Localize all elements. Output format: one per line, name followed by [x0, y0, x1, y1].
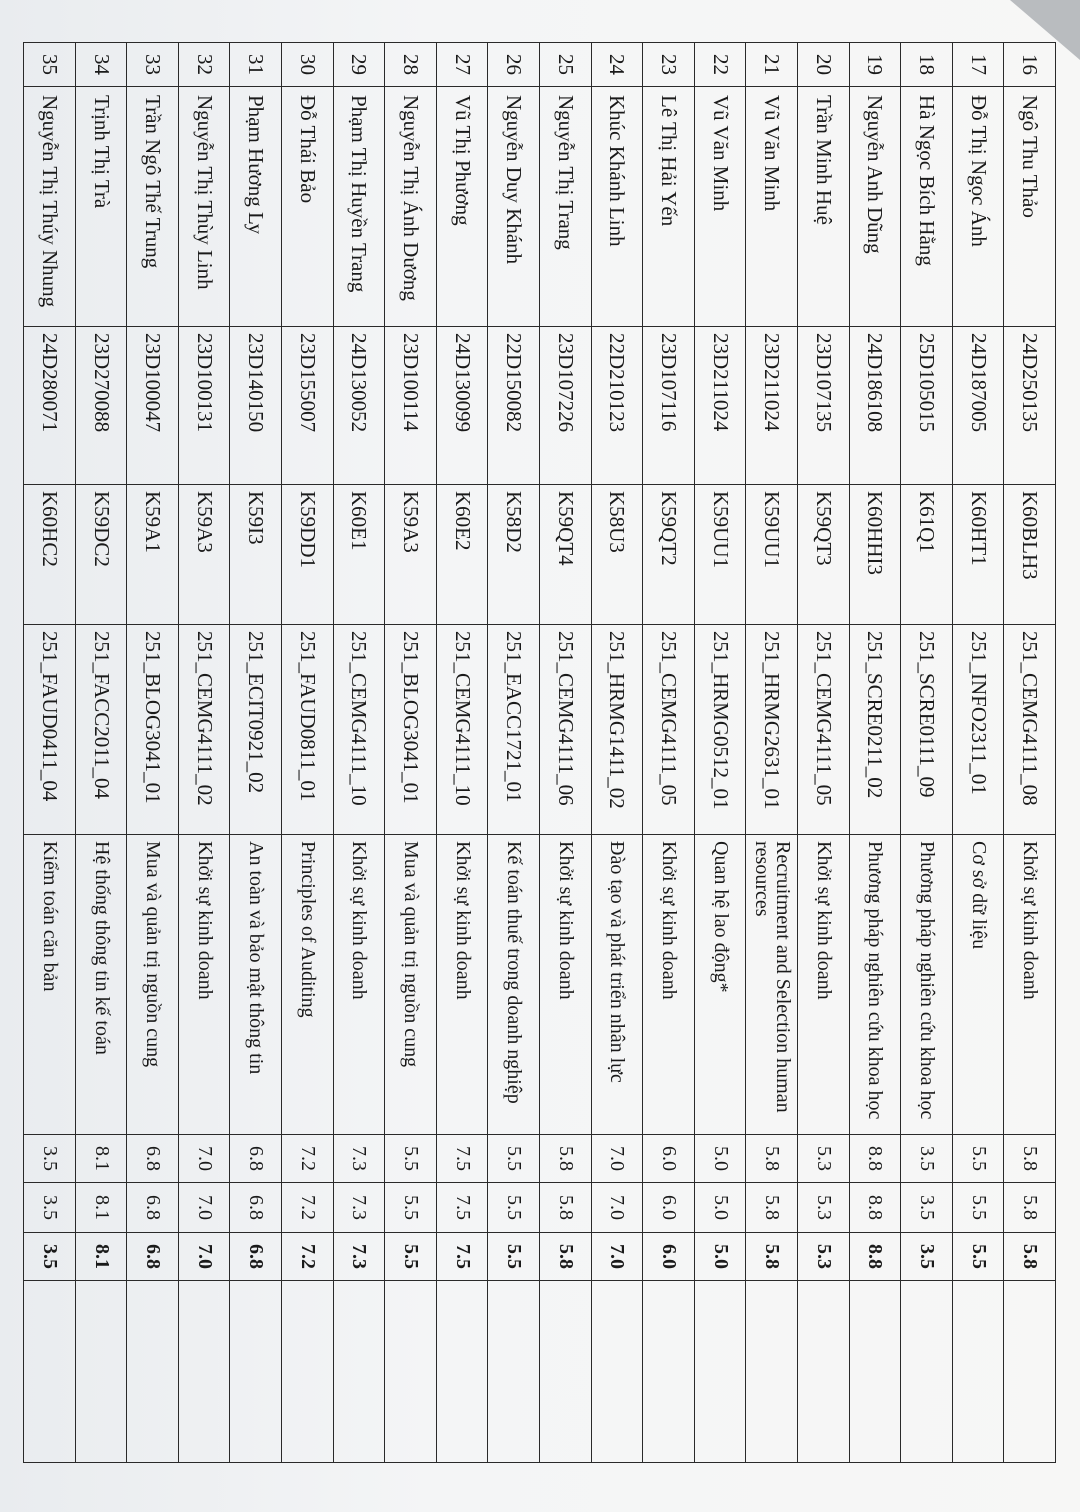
student-id: 25D105015: [901, 327, 953, 485]
student-id: 24D250135: [1004, 327, 1056, 485]
note-cell: [901, 1281, 953, 1463]
class-code: K59QT4: [540, 485, 592, 625]
score-2: 5.0: [694, 1183, 746, 1233]
table-row: [75, 43, 127, 1463]
course-name: Mua và quản trị nguồn cung: [385, 835, 437, 1135]
final-score: 5.8: [746, 1233, 798, 1281]
score-2: 3.5: [901, 1183, 953, 1233]
score-1: 7.5: [436, 1135, 488, 1183]
course-code: 251_BLOG3041_01: [127, 625, 179, 835]
table-row: [24, 43, 76, 1463]
note-cell: [282, 1281, 334, 1463]
row-number: 30: [282, 43, 334, 87]
student-name: Vũ Văn Minh: [694, 87, 746, 327]
course-code: 251_HRMG0512_01: [694, 625, 746, 835]
rotated-table-wrapper: [37, 42, 1056, 1462]
student-id: 23D107135: [798, 327, 850, 485]
table-row: [901, 43, 953, 1463]
final-score: 7.2: [282, 1233, 334, 1281]
table-row: [952, 43, 1004, 1463]
class-code: K60E2: [436, 485, 488, 625]
note-cell: [746, 1281, 798, 1463]
score-1: 6.0: [643, 1135, 695, 1183]
student-id: 23D107226: [540, 327, 592, 485]
score-1: 3.5: [24, 1135, 76, 1183]
table-row: [385, 43, 437, 1463]
row-number: 35: [24, 43, 76, 87]
row-number: 16: [1004, 43, 1056, 87]
student-name: Đỗ Thị Ngọc Ánh: [952, 87, 1004, 327]
course-name: Phương pháp nghiên cứu khoa học: [901, 835, 953, 1135]
table-row: [643, 43, 695, 1463]
score-2: 6.8: [230, 1183, 282, 1233]
course-code: 251_FAUD0411_04: [24, 625, 76, 835]
score-1: 5.8: [540, 1135, 592, 1183]
row-number: 32: [178, 43, 230, 87]
course-name: Khởi sự kinh doanh: [178, 835, 230, 1135]
student-name: Nguyễn Thị Trang: [540, 87, 592, 327]
student-id: 24D130052: [333, 327, 385, 485]
student-name: Trịnh Thị Trà: [75, 87, 127, 327]
note-cell: [540, 1281, 592, 1463]
course-code: 251_SCRE0111_09: [901, 625, 953, 835]
student-id: 23D100114: [385, 327, 437, 485]
row-number: 33: [127, 43, 179, 87]
row-number: 27: [436, 43, 488, 87]
course-name: Cơ sở dữ liệu: [952, 835, 1004, 1135]
student-id: 24D187005: [952, 327, 1004, 485]
score-1: 7.2: [282, 1135, 334, 1183]
note-cell: [24, 1281, 76, 1463]
class-code: K59QT2: [643, 485, 695, 625]
course-code: 251_BLOG3041_01: [385, 625, 437, 835]
course-code: 251_FACC2011_04: [75, 625, 127, 835]
student-id: 23D155007: [282, 327, 334, 485]
row-number: 34: [75, 43, 127, 87]
row-number: 18: [901, 43, 953, 87]
note-cell: [798, 1281, 850, 1463]
course-name: An toàn và bảo mật thông tin: [230, 835, 282, 1135]
class-code: K59DC2: [75, 485, 127, 625]
note-cell: [1004, 1281, 1056, 1463]
course-code: 251_CEMG4111_05: [643, 625, 695, 835]
student-name: Khúc Khánh Linh: [591, 87, 643, 327]
score-1: 7.3: [333, 1135, 385, 1183]
class-code: K59UU1: [746, 485, 798, 625]
row-number: 25: [540, 43, 592, 87]
table-row: [488, 43, 540, 1463]
student-name: Phạm Hương Ly: [230, 87, 282, 327]
score-2: 7.3: [333, 1183, 385, 1233]
row-number: 22: [694, 43, 746, 87]
student-id: 24D186108: [849, 327, 901, 485]
student-name: Nguyễn Anh Dũng: [849, 87, 901, 327]
table-row: [1004, 43, 1056, 1463]
score-2: 5.8: [540, 1183, 592, 1233]
course-name: Khởi sự kinh doanh: [333, 835, 385, 1135]
score-2: 5.5: [385, 1183, 437, 1233]
score-2: 7.0: [178, 1183, 230, 1233]
course-name: Khởi sự kinh doanh: [540, 835, 592, 1135]
table-row: [127, 43, 179, 1463]
student-name: Vũ Văn Minh: [746, 87, 798, 327]
table-row: [591, 43, 643, 1463]
course-name: Mua và quản trị nguồn cung: [127, 835, 179, 1135]
grades-table: [23, 42, 1056, 1463]
final-score: 6.8: [230, 1233, 282, 1281]
course-code: 251_INFO2311_01: [952, 625, 1004, 835]
row-number: 21: [746, 43, 798, 87]
score-1: 8.8: [849, 1135, 901, 1183]
student-id: 23D211024: [746, 327, 798, 485]
course-name: Principles of Auditing: [282, 835, 334, 1135]
class-code: K60HC2: [24, 485, 76, 625]
final-score: 7.3: [333, 1233, 385, 1281]
course-name: Phương pháp nghiên cứu khoa học: [849, 835, 901, 1135]
note-cell: [230, 1281, 282, 1463]
score-2: 8.8: [849, 1183, 901, 1233]
course-code: 251_CEMG4111_06: [540, 625, 592, 835]
score-1: 7.0: [178, 1135, 230, 1183]
score-2: 5.5: [952, 1183, 1004, 1233]
final-score: 7.0: [591, 1233, 643, 1281]
score-1: 3.5: [901, 1135, 953, 1183]
table-row: [333, 43, 385, 1463]
class-code: K59DD1: [282, 485, 334, 625]
course-name: Kế toán thuế trong doanh nghiệp: [488, 835, 540, 1135]
student-id: 24D280071: [24, 327, 76, 485]
table-row: [436, 43, 488, 1463]
student-name: Nguyễn Thị Ánh Dương: [385, 87, 437, 327]
score-1: 5.8: [746, 1135, 798, 1183]
score-1: 5.0: [694, 1135, 746, 1183]
table-row: [694, 43, 746, 1463]
course-name: Khởi sự kinh doanh: [643, 835, 695, 1135]
score-1: 6.8: [230, 1135, 282, 1183]
table-row: [230, 43, 282, 1463]
final-score: 3.5: [24, 1233, 76, 1281]
course-code: 251_HRMG1411_02: [591, 625, 643, 835]
table-row: [849, 43, 901, 1463]
score-2: 8.1: [75, 1183, 127, 1233]
score-2: 5.3: [798, 1183, 850, 1233]
class-code: K58U3: [591, 485, 643, 625]
score-2: 7.0: [591, 1183, 643, 1233]
final-score: 8.1: [75, 1233, 127, 1281]
score-2: 5.8: [746, 1183, 798, 1233]
course-name: Khởi sự kinh doanh: [798, 835, 850, 1135]
course-code: 251_SCRE0211_02: [849, 625, 901, 835]
note-cell: [333, 1281, 385, 1463]
student-id: 23D211024: [694, 327, 746, 485]
score-1: 8.1: [75, 1135, 127, 1183]
student-id: 23D100047: [127, 327, 179, 485]
class-code: K59A3: [178, 485, 230, 625]
score-1: 7.0: [591, 1135, 643, 1183]
student-name: Ngô Thu Thảo: [1004, 87, 1056, 327]
row-number: 24: [591, 43, 643, 87]
class-code: K58D2: [488, 485, 540, 625]
table-row: [798, 43, 850, 1463]
note-cell: [127, 1281, 179, 1463]
score-1: 6.8: [127, 1135, 179, 1183]
score-1: 5.5: [385, 1135, 437, 1183]
row-number: 19: [849, 43, 901, 87]
class-code: K60BLH3: [1004, 485, 1056, 625]
row-number: 26: [488, 43, 540, 87]
final-score: 6.8: [127, 1233, 179, 1281]
student-name: Nguyễn Thị Thùy Linh: [178, 87, 230, 327]
score-2: 7.2: [282, 1183, 334, 1233]
table-row: [178, 43, 230, 1463]
final-score: 5.5: [488, 1233, 540, 1281]
final-score: 3.5: [901, 1233, 953, 1281]
note-cell: [385, 1281, 437, 1463]
course-name: Khởi sự kinh doanh: [1004, 835, 1056, 1135]
course-code: 251_CEMG4111_02: [178, 625, 230, 835]
student-name: Vũ Thị Phương: [436, 87, 488, 327]
row-number: 31: [230, 43, 282, 87]
final-score: 5.5: [385, 1233, 437, 1281]
student-name: Trần Minh Huệ: [798, 87, 850, 327]
student-id: 23D140150: [230, 327, 282, 485]
student-name: Nguyễn Thị Thúy Nhung: [24, 87, 76, 327]
final-score: 5.8: [540, 1233, 592, 1281]
row-number: 20: [798, 43, 850, 87]
row-number: 29: [333, 43, 385, 87]
class-code: K60HHI3: [849, 485, 901, 625]
student-name: Hà Ngọc Bích Hằng: [901, 87, 953, 327]
student-name: Đỗ Thái Bảo: [282, 87, 334, 327]
score-2: 6.0: [643, 1183, 695, 1233]
final-score: 5.8: [1004, 1233, 1056, 1281]
table-row: [282, 43, 334, 1463]
score-1: 5.5: [488, 1135, 540, 1183]
note-cell: [952, 1281, 1004, 1463]
row-number: 28: [385, 43, 437, 87]
course-name: Recruitment and Selection human resources: [746, 835, 798, 1135]
student-id: 22D210123: [591, 327, 643, 485]
final-score: 5.0: [694, 1233, 746, 1281]
final-score: 5.5: [952, 1233, 1004, 1281]
course-name: Hệ thống thông tin kế toán: [75, 835, 127, 1135]
course-name: Quan hệ lao động*: [694, 835, 746, 1135]
final-score: 6.0: [643, 1233, 695, 1281]
class-code: K60HT1: [952, 485, 1004, 625]
note-cell: [591, 1281, 643, 1463]
class-code: K60E1: [333, 485, 385, 625]
course-code: 251_CEMG4111_10: [436, 625, 488, 835]
table-row: [540, 43, 592, 1463]
score-2: 5.5: [488, 1183, 540, 1233]
final-score: 8.8: [849, 1233, 901, 1281]
score-2: 3.5: [24, 1183, 76, 1233]
class-code: K59A1: [127, 485, 179, 625]
student-id: 22D150082: [488, 327, 540, 485]
course-code: 251_EACC1721_01: [488, 625, 540, 835]
final-score: 5.3: [798, 1233, 850, 1281]
course-name: Đào tạo và phát triển nhân lực: [591, 835, 643, 1135]
class-code: K61Q1: [901, 485, 953, 625]
score-2: 6.8: [127, 1183, 179, 1233]
class-code: K59QT3: [798, 485, 850, 625]
course-code: 251_FAUD0811_01: [282, 625, 334, 835]
note-cell: [436, 1281, 488, 1463]
score-1: 5.8: [1004, 1135, 1056, 1183]
note-cell: [694, 1281, 746, 1463]
note-cell: [178, 1281, 230, 1463]
student-id: 23D107116: [643, 327, 695, 485]
row-number: 17: [952, 43, 1004, 87]
student-name: Nguyễn Duy Khánh: [488, 87, 540, 327]
score-2: 5.8: [1004, 1183, 1056, 1233]
student-id: 24D130099: [436, 327, 488, 485]
note-cell: [849, 1281, 901, 1463]
course-code: 251_HRMG2631_01: [746, 625, 798, 835]
course-name: Kiểm toán căn bản: [24, 835, 76, 1135]
score-2: 7.5: [436, 1183, 488, 1233]
student-name: Lê Thị Hải Yến: [643, 87, 695, 327]
final-score: 7.0: [178, 1233, 230, 1281]
note-cell: [75, 1281, 127, 1463]
class-code: K59UU1: [694, 485, 746, 625]
score-1: 5.3: [798, 1135, 850, 1183]
student-id: 23D100131: [178, 327, 230, 485]
course-code: 251_ECIT0921_02: [230, 625, 282, 835]
course-code: 251_CEMG4111_05: [798, 625, 850, 835]
student-name: Trần Ngô Thế Trung: [127, 87, 179, 327]
class-code: K59I3: [230, 485, 282, 625]
course-code: 251_CEMG4111_08: [1004, 625, 1056, 835]
course-code: 251_CEMG4111_10: [333, 625, 385, 835]
class-code: K59A3: [385, 485, 437, 625]
final-score: 7.5: [436, 1233, 488, 1281]
score-1: 5.5: [952, 1135, 1004, 1183]
student-name: Phạm Thị Huyền Trang: [333, 87, 385, 327]
note-cell: [488, 1281, 540, 1463]
grades-table-body: [24, 43, 1056, 1463]
row-number: 23: [643, 43, 695, 87]
table-row: [746, 43, 798, 1463]
note-cell: [643, 1281, 695, 1463]
student-id: 23D270088: [75, 327, 127, 485]
course-name: Khởi sự kinh doanh: [436, 835, 488, 1135]
